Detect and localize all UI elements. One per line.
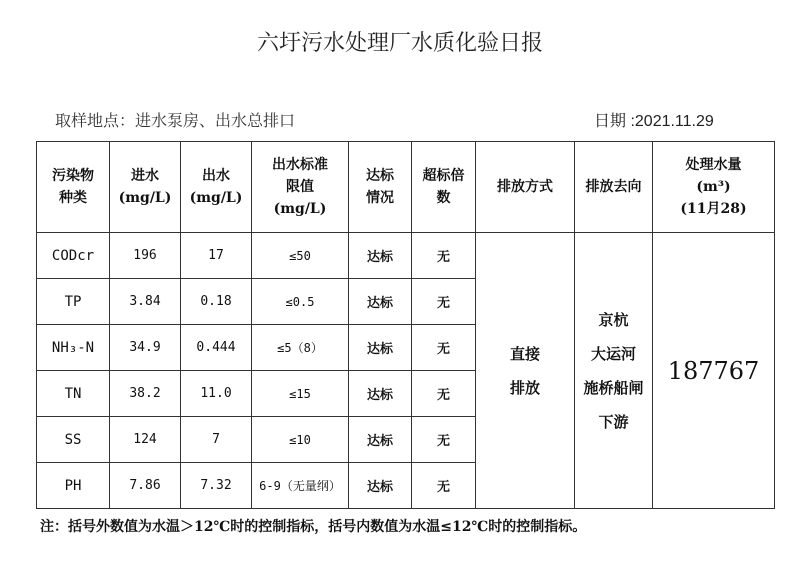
header-row — [37, 142, 775, 233]
influent-value: 34.9 — [110, 325, 181, 371]
compliance-status: 达标 — [349, 325, 412, 371]
report-title: 六圩污水处理厂水质化验日报 — [256, 31, 543, 56]
influent-value: 124 — [110, 417, 181, 463]
header-exceed: 超标倍 数 — [412, 142, 476, 233]
report-date: 日期 :2021.11.29 — [594, 113, 714, 130]
treated-volume: 187767 — [653, 233, 775, 509]
exceed-multiple: 无 — [412, 325, 476, 371]
standard-limit: ≤0.5 — [252, 279, 349, 325]
footnote: 注：括号外数值为水温＞12℃时的控制指标，括号内数值为水温≤12℃时的控制指标。 — [40, 519, 587, 535]
table-row — [37, 233, 775, 279]
influent-value: 196 — [110, 233, 181, 279]
pollutant-name: CODcr — [37, 233, 110, 279]
header-discharge-direction: 排放去向 — [575, 142, 653, 233]
exceed-multiple: 无 — [412, 417, 476, 463]
effluent-value: 7.32 — [181, 463, 252, 509]
standard-limit: ≤50 — [252, 233, 349, 279]
compliance-status: 达标 — [349, 279, 412, 325]
pollutant-name: SS — [37, 417, 110, 463]
standard-limit: ≤5（8） — [252, 325, 349, 371]
header-influent: 进水 (mg/L) — [110, 142, 181, 233]
exceed-multiple: 无 — [412, 371, 476, 417]
exceed-multiple: 无 — [412, 233, 476, 279]
exceed-multiple: 无 — [412, 279, 476, 325]
standard-limit: ≤10 — [252, 417, 349, 463]
header-standard: 出水标准 限值 (mg/L) — [252, 142, 349, 233]
discharge-direction: 京杭 大运河 施桥船闸 下游 — [575, 233, 653, 509]
water-quality-table — [36, 141, 775, 509]
header-effluent: 出水 (mg/L) — [181, 142, 252, 233]
pollutant-name: PH — [37, 463, 110, 509]
header-volume: 处理水量 (m³) (11月28) — [653, 142, 775, 233]
compliance-status: 达标 — [349, 371, 412, 417]
influent-value: 7.86 — [110, 463, 181, 509]
pollutant-name: TP — [37, 279, 110, 325]
influent-value: 3.84 — [110, 279, 181, 325]
sampling-location: 取样地点：进水泵房、出水总排口 — [55, 111, 296, 130]
pollutant-name: TN — [37, 371, 110, 417]
effluent-value: 11.0 — [181, 371, 252, 417]
compliance-status: 达标 — [349, 417, 412, 463]
standard-limit: ≤15 — [252, 371, 349, 417]
header-discharge-method: 排放方式 — [476, 142, 575, 233]
exceed-multiple: 无 — [412, 463, 476, 509]
effluent-value: 7 — [181, 417, 252, 463]
effluent-value: 0.18 — [181, 279, 252, 325]
pollutant-name: NH₃-N — [37, 325, 110, 371]
header-pollutant: 污染物 种类 — [37, 142, 110, 233]
effluent-value: 17 — [181, 233, 252, 279]
header-compliance: 达标 情况 — [349, 142, 412, 233]
influent-value: 38.2 — [110, 371, 181, 417]
compliance-status: 达标 — [349, 463, 412, 509]
discharge-method: 直接 排放 — [476, 233, 575, 509]
compliance-status: 达标 — [349, 233, 412, 279]
standard-limit: 6-9（无量纲） — [252, 463, 349, 509]
effluent-value: 0.444 — [181, 325, 252, 371]
